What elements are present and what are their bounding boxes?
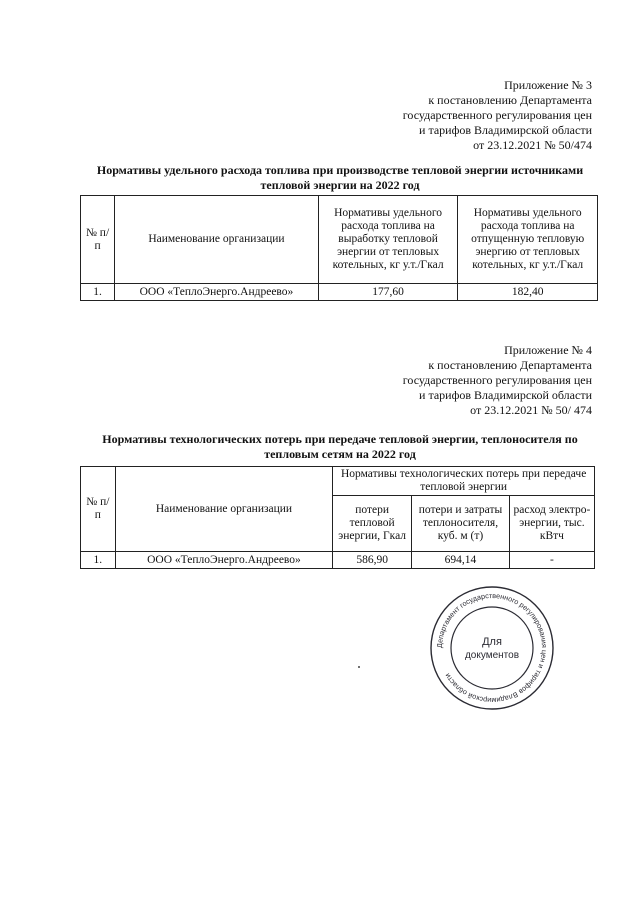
table-header-row — [81, 467, 595, 496]
cell-org-name: ООО «ТеплоЭнерго.Андреево» — [115, 552, 333, 569]
header-fuel-supplied: Нормативы удельного расхода топлива на отпущенную тепловую энергию от тепловых котельных, кг у.т./Гкал — [458, 196, 598, 284]
table-row — [81, 552, 595, 569]
appendix-3-title — [80, 163, 600, 193]
appendix-3-line: от 23.12.2021 № 50/474 — [473, 138, 592, 152]
appendix-3-line: к постановлению Департамента — [428, 93, 592, 107]
scan-speck — [358, 666, 360, 668]
appendix-3-line: государственного регулирования цен — [402, 108, 592, 122]
cell-num: 1. — [81, 552, 116, 569]
cell-fuel-supplied: 182,40 — [458, 284, 598, 301]
appendix-4-line: государственного регулирования цен — [402, 373, 592, 387]
cell-heat-loss: 586,90 — [333, 552, 412, 569]
cell-fuel-production: 177,60 — [318, 284, 458, 301]
table-header-row — [81, 196, 598, 284]
appendix-3-title-line1: Нормативы удельного расхода топлива при производстве тепловой энергии источниками — [96, 163, 584, 177]
appendix-4-line: Приложение № 4 — [504, 343, 592, 357]
appendix-3-line: Приложение № 3 — [504, 78, 592, 92]
header-loss-group: Нормативы технологических потерь при передаче тепловой энергии — [333, 467, 595, 496]
official-stamp — [428, 584, 556, 712]
header-num: № п/п — [81, 467, 116, 552]
stamp-outer-ring — [431, 587, 553, 709]
appendix-4-line: к постановлению Департамента — [428, 358, 592, 372]
header-num: № п/п — [81, 196, 115, 284]
cell-num: 1. — [81, 284, 115, 301]
appendix-4-line: и тарифов Владимирской области — [419, 388, 592, 402]
table-row — [81, 284, 598, 301]
appendix-4-title-line2: тепловым сетям на 2022 год — [264, 447, 416, 461]
cell-carrier-loss: 694,14 — [412, 552, 510, 569]
appendix-4-title — [80, 432, 600, 462]
cell-org-name: ООО «ТеплоЭнерго.Андреево» — [115, 284, 319, 301]
header-org-name: Наименование организации — [115, 196, 319, 284]
header-fuel-production: Нормативы удельного расхода топлива на выработку тепловой энергии от тепловых котельных, кг у.т./Гкал — [318, 196, 458, 284]
stamp-center-line2: документов — [464, 650, 520, 661]
header-org-name: Наименование организации — [115, 467, 333, 552]
appendix-3-header — [403, 78, 592, 153]
stamp-ring-text: Департамент государственного регулирования цен и тарифов Владимирской области — [434, 590, 550, 706]
appendix-4-header — [403, 343, 592, 418]
stamp-center-line1: Для — [482, 636, 502, 648]
stamp-inner-ring — [451, 607, 533, 689]
header-power-use: расход электро-энергии, тыс. кВтч — [509, 496, 594, 552]
header-heat-loss: потери тепловой энергии, Гкал — [333, 496, 412, 552]
fuel-norms-table — [80, 195, 598, 301]
cell-power-use: - — [509, 552, 594, 569]
appendix-4-line: от 23.12.2021 № 50/ 474 — [470, 403, 592, 417]
heat-loss-table — [80, 466, 595, 569]
appendix-4-title-line1: Нормативы технологических потерь при передаче тепловой энергии, теплоносителя по — [102, 432, 578, 446]
header-carrier-loss: потери и затраты теплоносителя, куб. м (т) — [412, 496, 510, 552]
appendix-3-line: и тарифов Владимирской области — [419, 123, 592, 137]
appendix-3-title-line2: тепловой энергии на 2022 год — [260, 178, 420, 192]
